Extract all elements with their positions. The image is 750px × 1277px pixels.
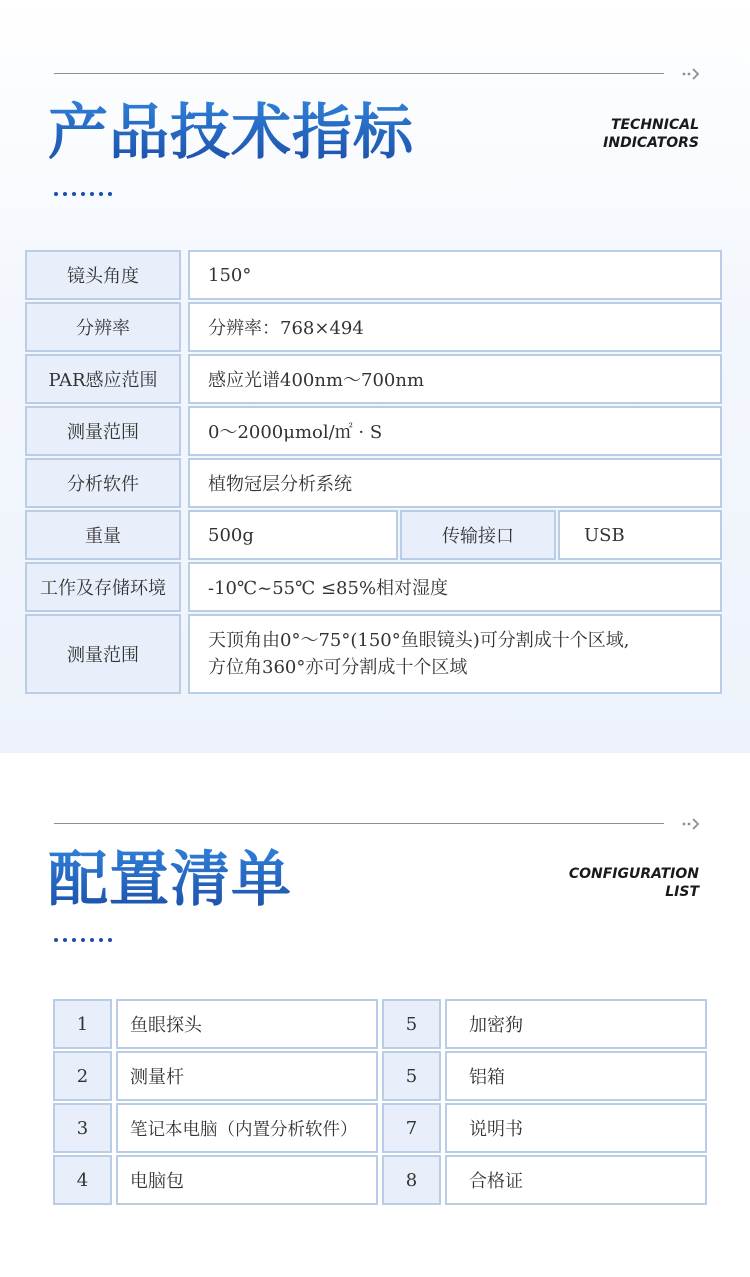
spec-title-en-line1: TECHNICAL	[610, 117, 699, 133]
spec-value: -10℃~55℃ ≤85%相对湿度	[188, 562, 722, 612]
config-title-en	[499, 865, 699, 901]
spec-value-line: 方位角360°亦可分割成十个区域	[208, 657, 468, 678]
spec-label: 工作及存储环境	[25, 562, 181, 612]
config-title-en-line2: LIST	[665, 884, 699, 900]
config-item-name: 笔记本电脑（内置分析软件）	[116, 1103, 378, 1153]
spec-value-line: 天顶角由0°～75°(150°鱼眼镜头)可分割成十个区域,	[208, 630, 630, 651]
spec-label-interface: 传输接口	[400, 510, 556, 560]
config-item-name: 说明书	[445, 1103, 707, 1153]
config-item-number: 2	[53, 1051, 112, 1101]
spec-value	[188, 614, 722, 694]
config-item-name: 加密狗	[445, 999, 707, 1049]
config-item-name: 电脑包	[116, 1155, 378, 1205]
spec-value: 感应光谱400nm～700nm	[188, 354, 722, 404]
config-item-name: 鱼眼探头	[116, 999, 378, 1049]
spec-label: 测量范围	[25, 614, 181, 694]
spec-label: 分辨率	[25, 302, 181, 352]
config-item-number: 8	[382, 1155, 441, 1205]
config-item-number: 5	[382, 1051, 441, 1101]
config-item-name: 合格证	[445, 1155, 707, 1205]
config-section	[0, 753, 750, 1277]
spec-label: PAR感应范围	[25, 354, 181, 404]
spec-label: 分析软件	[25, 458, 181, 508]
spec-value: 0～2000μmol/㎡ · S	[188, 406, 722, 456]
config-item-number: 4	[53, 1155, 112, 1205]
spec-value: 500g	[188, 510, 398, 560]
spec-title: 产品技术指标	[48, 98, 414, 168]
config-item-number: 7	[382, 1103, 441, 1153]
spec-label: 重量	[25, 510, 181, 560]
double-chevron-right-icon	[682, 817, 704, 831]
spec-title-en	[499, 116, 699, 152]
config-item-number: 5	[382, 999, 441, 1049]
spec-label: 测量范围	[25, 406, 181, 456]
config-title-en-line1: CONFIGURATION	[568, 866, 699, 882]
header-divider	[54, 73, 664, 74]
spec-value: 植物冠层分析系统	[188, 458, 722, 508]
config-item-number: 3	[53, 1103, 112, 1153]
config-item-name: 测量杆	[116, 1051, 378, 1101]
spec-label: 镜头角度	[25, 250, 181, 300]
spec-value: 150°	[188, 250, 722, 300]
config-title: 配置清单	[48, 845, 292, 915]
config-title-dots	[54, 938, 112, 942]
config-item-number: 1	[53, 999, 112, 1049]
spec-value-interface: USB	[558, 510, 722, 560]
spec-title-dots	[54, 192, 112, 196]
header-divider	[54, 823, 664, 824]
double-chevron-right-icon	[682, 67, 704, 81]
config-item-name: 铝箱	[445, 1051, 707, 1101]
spec-title-en-line2: INDICATORS	[603, 135, 699, 151]
spec-value: 分辨率：768×494	[188, 302, 722, 352]
